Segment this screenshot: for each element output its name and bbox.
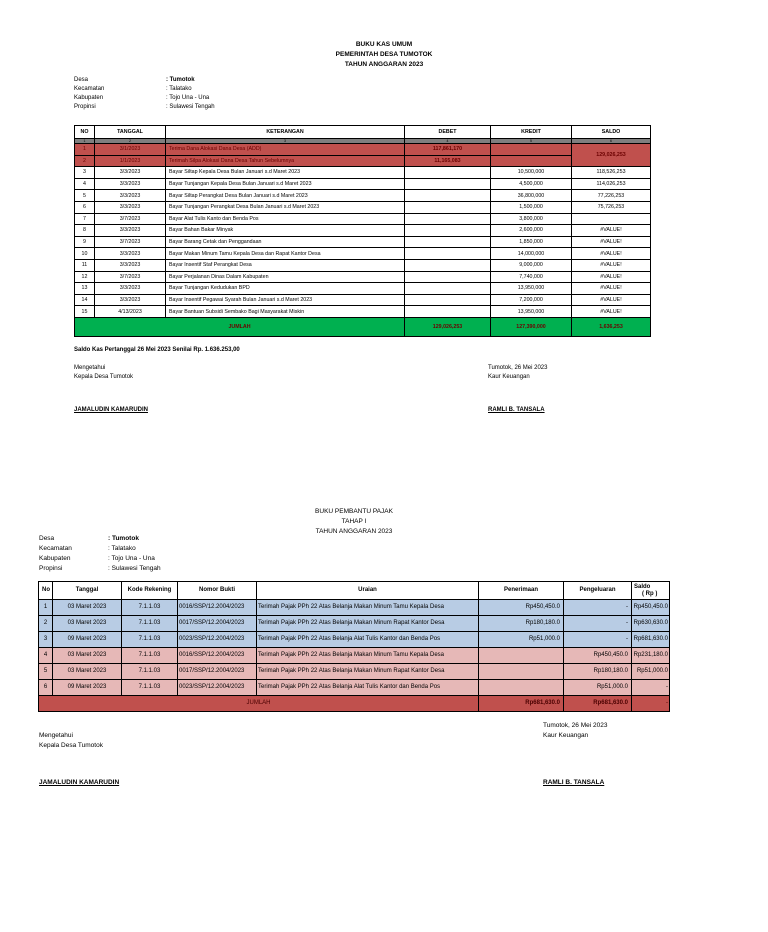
total-pengeluaran: Rp681,630.0 (564, 696, 632, 712)
cell-no: 5 (75, 190, 95, 202)
cell-kredit: 13,950,000 (491, 283, 572, 295)
cell-tanggal: 4/13/2023 (95, 306, 166, 318)
cell-saldo: #VALUE! (572, 283, 651, 295)
cell-debet (405, 167, 491, 179)
cell-tanggal: 3/3/2023 (95, 178, 166, 190)
cell-kredit: 7,200,000 (491, 294, 572, 306)
cell-tanggal: 1/1/2023 (95, 155, 166, 167)
cell-debet (405, 190, 491, 202)
bpp-title-line2: TAHAP I (341, 518, 367, 525)
cell-pengeluaran: Rp450,450.0 (564, 648, 632, 664)
index-cell: 3 (166, 139, 405, 144)
cell-no: 8 (75, 225, 95, 237)
bpp-left-sign-name: JAMALUDIN KAMARUDIN (39, 779, 120, 786)
cell-debet (405, 225, 491, 237)
sign-line2: Kepala Desa Tumotok (74, 374, 134, 380)
bpp-right-sign-name: RAMLI B. TANSALA (543, 779, 605, 786)
cell-tanggal: 3/7/2023 (95, 271, 166, 283)
table-row (75, 155, 651, 167)
col-tanggal: Tanggal (53, 582, 122, 600)
cell-penerimaan (479, 648, 564, 664)
cell-kredit (491, 144, 572, 156)
table-row (39, 632, 670, 648)
cell-no: 9 (75, 236, 95, 248)
col-saldo-unit: ( Rp ) (642, 590, 658, 597)
cell-bukti: 0017/SSP/12.2004/2023 (178, 616, 257, 632)
bpp-info-label: Kecamatan (39, 545, 72, 552)
cell-uraian: Terimah Pajak PPh 22 Atas Belanja Makan Minum Rapat Kantor Desa (257, 664, 479, 680)
bku-info-value: : Talatako (166, 86, 192, 92)
cell-saldo: #VALUE! (572, 236, 651, 248)
cell-tanggal: 03 Maret 2023 (53, 616, 122, 632)
total-kredit: 127,390,000 (491, 317, 572, 336)
table-row (39, 664, 670, 680)
index-cell: 5 (491, 139, 572, 144)
col-keterangan: KETERANGAN (166, 126, 405, 139)
cell-tanggal: 3/3/2023 (95, 248, 166, 260)
cell-debet (405, 201, 491, 213)
cell-kode: 7.1.1.03 (122, 664, 178, 680)
cell-no: 2 (75, 155, 95, 167)
bku-info-label: Propinsi (74, 104, 96, 110)
cell-kredit: 3,800,000 (491, 213, 572, 225)
cell-tanggal: 3/7/2023 (95, 213, 166, 225)
cell-pengeluaran: - (564, 616, 632, 632)
cell-penerimaan: Rp450,450.0 (479, 600, 564, 616)
cell-no: 6 (39, 680, 53, 696)
bpp-info-value: : Sulawesi Tengah (108, 565, 161, 572)
table-row (75, 213, 651, 225)
cell-no: 1 (39, 600, 53, 616)
sign-line1: Mengetahui (74, 365, 106, 371)
cell-uraian: Terimah Pajak PPh 22 Atas Belanja Makan Minum Rapat Kantor Desa (257, 616, 479, 632)
cell-bukti: 0016/SSP/12.2004/2023 (178, 600, 257, 616)
sign-line2: Kaur Keuangan (543, 732, 589, 739)
cell-tanggal: 03 Maret 2023 (53, 664, 122, 680)
cell-debet (405, 259, 491, 271)
bpp-info-value: : Tumotok (108, 535, 139, 542)
cell-no: 6 (75, 201, 95, 213)
cell-kode: 7.1.1.03 (122, 680, 178, 696)
cell-saldo: 114,026,253 (572, 178, 651, 190)
index-cell: 4 (405, 139, 491, 144)
sign-line2: Kepala Desa Tumotok (39, 742, 103, 749)
table-row (75, 306, 651, 318)
total-debet: 129,026,253 (405, 317, 491, 336)
cell-kredit: 7,740,000 (491, 271, 572, 283)
bku-right-sign (488, 364, 547, 382)
cell-kredit: 36,800,000 (491, 190, 572, 202)
cell-debet: 11,165,083 (405, 155, 491, 167)
cell-keterangan: Bayar Barang Cetak dan Penggandaan (166, 236, 405, 248)
cell-keterangan: Bayar Tunjangan Kepala Desa Bulan Januari s.d Maret 2023 (166, 178, 405, 190)
bku-title-line1: BUKU KAS UMUM (355, 41, 413, 48)
cell-debet (405, 306, 491, 318)
bku-info-value: : Tumotok (166, 77, 195, 83)
bpp-left-sign (39, 731, 103, 751)
bpp-table (38, 581, 670, 712)
cell-bukti: 0023/SSP/12.2004/2023 (178, 632, 257, 648)
total-label: JUMLAH (75, 317, 405, 336)
total-saldo: 1,636,253 (572, 317, 651, 336)
col-uraian: Uraian (257, 582, 479, 600)
table-row (75, 271, 651, 283)
bku-info-value: : Sulawesi Tengah (166, 104, 215, 110)
cell-kredit: 10,500,000 (491, 167, 572, 179)
cell-pengeluaran: Rp51,000.0 (564, 680, 632, 696)
cell-kredit: 2,600,000 (491, 225, 572, 237)
table-row (39, 616, 670, 632)
cell-keterangan: Bayar Alat Tulis Kanto dan Benda Pos (166, 213, 405, 225)
sign-line1: Tumotok, 26 Mei 2023 (543, 722, 608, 729)
cell-saldo: 118,526,253 (572, 167, 651, 179)
cell-penerimaan: Rp51,000.0 (479, 632, 564, 648)
col-kode: Kode Rekening (122, 582, 178, 600)
table-row (75, 236, 651, 248)
cell-no: 12 (75, 271, 95, 283)
index-cell: 2 (95, 139, 166, 144)
cell-kredit (491, 155, 572, 167)
cell-pengeluaran: Rp180,180.0 (564, 664, 632, 680)
bpp-info-label: Propinsi (39, 565, 63, 572)
cell-uraian: Terimah Pajak PPh 22 Atas Belanja Alat Tulis Kantor dan Benda Pos (257, 632, 479, 648)
cell-kode: 7.1.1.03 (122, 600, 178, 616)
cell-tanggal: 3/3/2023 (95, 225, 166, 237)
col-pengeluaran: Pengeluaran (564, 582, 632, 600)
bpp-title (0, 507, 708, 537)
cell-no: 10 (75, 248, 95, 260)
total-penerimaan: Rp681,630.0 (479, 696, 564, 712)
cell-no: 15 (75, 306, 95, 318)
col-penerimaan: Penerimaan (479, 582, 564, 600)
bpp-header-row (39, 582, 670, 600)
cell-keterangan: Bayar Perjalanan Dinas Dalam Kabupaten (166, 271, 405, 283)
bku-left-sign (74, 364, 133, 382)
cell-keterangan: Bayar Tunjangan Kedudukan BPD (166, 283, 405, 295)
cell-saldo: #VALUE! (572, 294, 651, 306)
bku-info-label: Desa (74, 77, 89, 83)
cell-no: 2 (39, 616, 53, 632)
cell-keterangan: Terimah Silpa Alokasi Dana Desa Tahun Sebelumnya (166, 155, 405, 167)
cell-keterangan: Bayar Insentif Staf Perangkat Desa (166, 259, 405, 271)
col-no: NO (75, 126, 95, 139)
cell-debet (405, 236, 491, 248)
col-tanggal: TANGGAL (95, 126, 166, 139)
bku-right-sign-name: RAMLI B. TANSALA (488, 407, 545, 413)
total-label: JUMLAH (39, 696, 479, 712)
cell-kode: 7.1.1.03 (122, 616, 178, 632)
cell-penerimaan (479, 680, 564, 696)
table-row (75, 225, 651, 237)
cell-saldo: 77,226,253 (572, 190, 651, 202)
cell-no: 5 (39, 664, 53, 680)
total-row (75, 317, 651, 336)
cell-tanggal: 3/1/2023 (95, 144, 166, 156)
index-cell: 1 (75, 139, 95, 144)
cell-bukti: 0017/SSP/12.2004/2023 (178, 664, 257, 680)
cell-saldo (572, 213, 651, 225)
cell-keterangan: Bayar Bahan Bakar Minyak (166, 225, 405, 237)
cell-tanggal: 3/3/2023 (95, 201, 166, 213)
bku-header-row (75, 126, 651, 139)
cell-tanggal: 3/3/2023 (95, 294, 166, 306)
cell-saldo: #VALUE! (572, 271, 651, 283)
cell-kredit: 4,500,000 (491, 178, 572, 190)
cell-keterangan: Bayar Makan Minum Tamu Kepala Desa dan Rapat Kantor Desa (166, 248, 405, 260)
index-cell: 6 (572, 139, 651, 144)
cell-keterangan: Terima Dana Alokasi Dana Desa (ADD) (166, 144, 405, 156)
col-bukti: Nomor Bukti (178, 582, 257, 600)
cell-saldo: Rp450,450.0 (632, 600, 670, 616)
col-kredit: KREDIT (491, 126, 572, 139)
col-saldo: SALDO (572, 126, 651, 139)
bku-title-line3: TAHUN ANGGARAN 2023 (344, 61, 424, 68)
cell-no: 7 (75, 213, 95, 225)
cell-uraian: Terimah Pajak PPh 22 Atas Belanja Makan Minum Tamu Kepala Desa (257, 600, 479, 616)
cell-debet (405, 213, 491, 225)
table-row (75, 294, 651, 306)
cell-keterangan: Bayar Siltap Kepala Desa Bulan Januari s.d Maret 2023 (166, 167, 405, 179)
cell-saldo: 75,726,253 (572, 201, 651, 213)
cell-saldo: Rp231,180.0 (632, 648, 670, 664)
table-row (75, 178, 651, 190)
cell-penerimaan: Rp180,180.0 (479, 616, 564, 632)
sign-line1: Mengetahui (39, 732, 73, 739)
bku-info-value: : Tojo Una - Una (166, 95, 210, 101)
bku-table (74, 125, 651, 337)
total-saldo: - (632, 696, 670, 712)
cell-debet (405, 294, 491, 306)
table-row (75, 248, 651, 260)
cell-no: 4 (75, 178, 95, 190)
cell-saldo: Rp630,630.0 (632, 616, 670, 632)
sign-line1: Tumotok, 26 Mei 2023 (488, 365, 548, 371)
cell-kode: 7.1.1.03 (122, 632, 178, 648)
bpp-info-label: Kabupaten (39, 555, 71, 562)
cell-saldo: #VALUE! (572, 248, 651, 260)
table-row (39, 680, 670, 696)
bpp-info-value: : Talatako (108, 545, 136, 552)
bku-title-line2: PEMERINTAH DESA TUMOTOK (335, 51, 433, 58)
cell-tanggal: 09 Maret 2023 (53, 632, 122, 648)
cell-saldo: - (632, 680, 670, 696)
bpp-title-line1: BUKU PEMBANTU PAJAK (315, 508, 393, 515)
cell-saldo: Rp51,000.0 (632, 664, 670, 680)
bpp-title-line3: TAHUN ANGGARAN 2023 (315, 528, 393, 535)
cell-keterangan: Bayar Bantuan Subsidi Sembako Bagi Masyarakat Miskin (166, 306, 405, 318)
cell-tanggal: 3/3/2023 (95, 167, 166, 179)
cell-kredit: 1,500,000 (491, 201, 572, 213)
cell-keterangan: Bayar Siltap Perangkat Desa Bulan Januari s.d Maret 2023 (166, 190, 405, 202)
cell-debet: 117,861,170 (405, 144, 491, 156)
cell-tanggal: 03 Maret 2023 (53, 648, 122, 664)
cell-no: 11 (75, 259, 95, 271)
cell-keterangan: Bayar Insentif Pegawai Syarah Bulan Januari s.d Maret 2023 (166, 294, 405, 306)
bku-left-sign-name: JAMALUDIN KAMARUDIN (74, 407, 148, 413)
cell-saldo: #VALUE! (572, 306, 651, 318)
table-row (75, 201, 651, 213)
total-row (39, 696, 670, 712)
cell-kredit: 1,850,000 (491, 236, 572, 248)
cell-saldo: 129,026,253 (572, 144, 651, 167)
cell-no: 3 (39, 632, 53, 648)
bpp-right-sign (543, 721, 607, 741)
cell-uraian: Terimah Pajak PPh 22 Atas Belanja Makan Minum Tamu Kepala Desa (257, 648, 479, 664)
cell-debet (405, 178, 491, 190)
saldo-note: Saldo Kas Pertanggal 26 Mei 2023 Senilai Rp. 1.636.253,00 (74, 347, 240, 353)
cell-saldo: #VALUE! (572, 225, 651, 237)
cell-no: 4 (39, 648, 53, 664)
cell-tanggal: 03 Maret 2023 (53, 600, 122, 616)
cell-tanggal: 3/3/2023 (95, 259, 166, 271)
cell-no: 3 (75, 167, 95, 179)
cell-bukti: 0016/SSP/12.2004/2023 (178, 648, 257, 664)
cell-no: 1 (75, 144, 95, 156)
cell-saldo: #VALUE! (572, 259, 651, 271)
table-row (75, 190, 651, 202)
table-row (75, 144, 651, 156)
cell-debet (405, 271, 491, 283)
cell-tanggal: 3/3/2023 (95, 283, 166, 295)
cell-pengeluaran: - (564, 600, 632, 616)
bpp-info-label: Desa (39, 535, 55, 542)
col-saldo (632, 582, 670, 600)
bku-info-label: Kecamatan (74, 86, 105, 92)
cell-uraian: Terimah Pajak PPh 22 Atas Belanja Alat Tulis Kantor dan Benda Pos (257, 680, 479, 696)
cell-kredit: 9,000,000 (491, 259, 572, 271)
bpp-info-value: : Tojo Una - Una (108, 555, 155, 562)
cell-pengeluaran: - (564, 632, 632, 648)
table-row (75, 259, 651, 271)
cell-no: 13 (75, 283, 95, 295)
cell-kredit: 13,950,000 (491, 306, 572, 318)
cell-no: 14 (75, 294, 95, 306)
cell-bukti: 0023/SSP/12.2004/2023 (178, 680, 257, 696)
cell-tanggal: 3/7/2023 (95, 236, 166, 248)
col-saldo-label: Saldo (634, 583, 651, 590)
cell-keterangan: Bayar Tunjangan Perangkat Desa Bulan Januari s.d Maret 2023 (166, 201, 405, 213)
table-row (75, 283, 651, 295)
bku-info (74, 76, 215, 112)
cell-penerimaan (479, 664, 564, 680)
cell-kredit: 14,000,000 (491, 248, 572, 260)
cell-tanggal: 3/3/2023 (95, 190, 166, 202)
sign-line2: Kaur Keuangan (488, 374, 530, 380)
bku-title (0, 40, 768, 70)
col-no: No (39, 582, 53, 600)
table-row (39, 648, 670, 664)
bpp-info (39, 534, 161, 574)
cell-debet (405, 248, 491, 260)
cell-debet (405, 283, 491, 295)
table-row (39, 600, 670, 616)
cell-saldo: Rp681,630.0 (632, 632, 670, 648)
table-row (75, 167, 651, 179)
bku-info-label: Kabupaten (74, 95, 104, 101)
cell-tanggal: 09 Maret 2023 (53, 680, 122, 696)
cell-kode: 7.1.1.03 (122, 648, 178, 664)
col-debet: DEBET (405, 126, 491, 139)
